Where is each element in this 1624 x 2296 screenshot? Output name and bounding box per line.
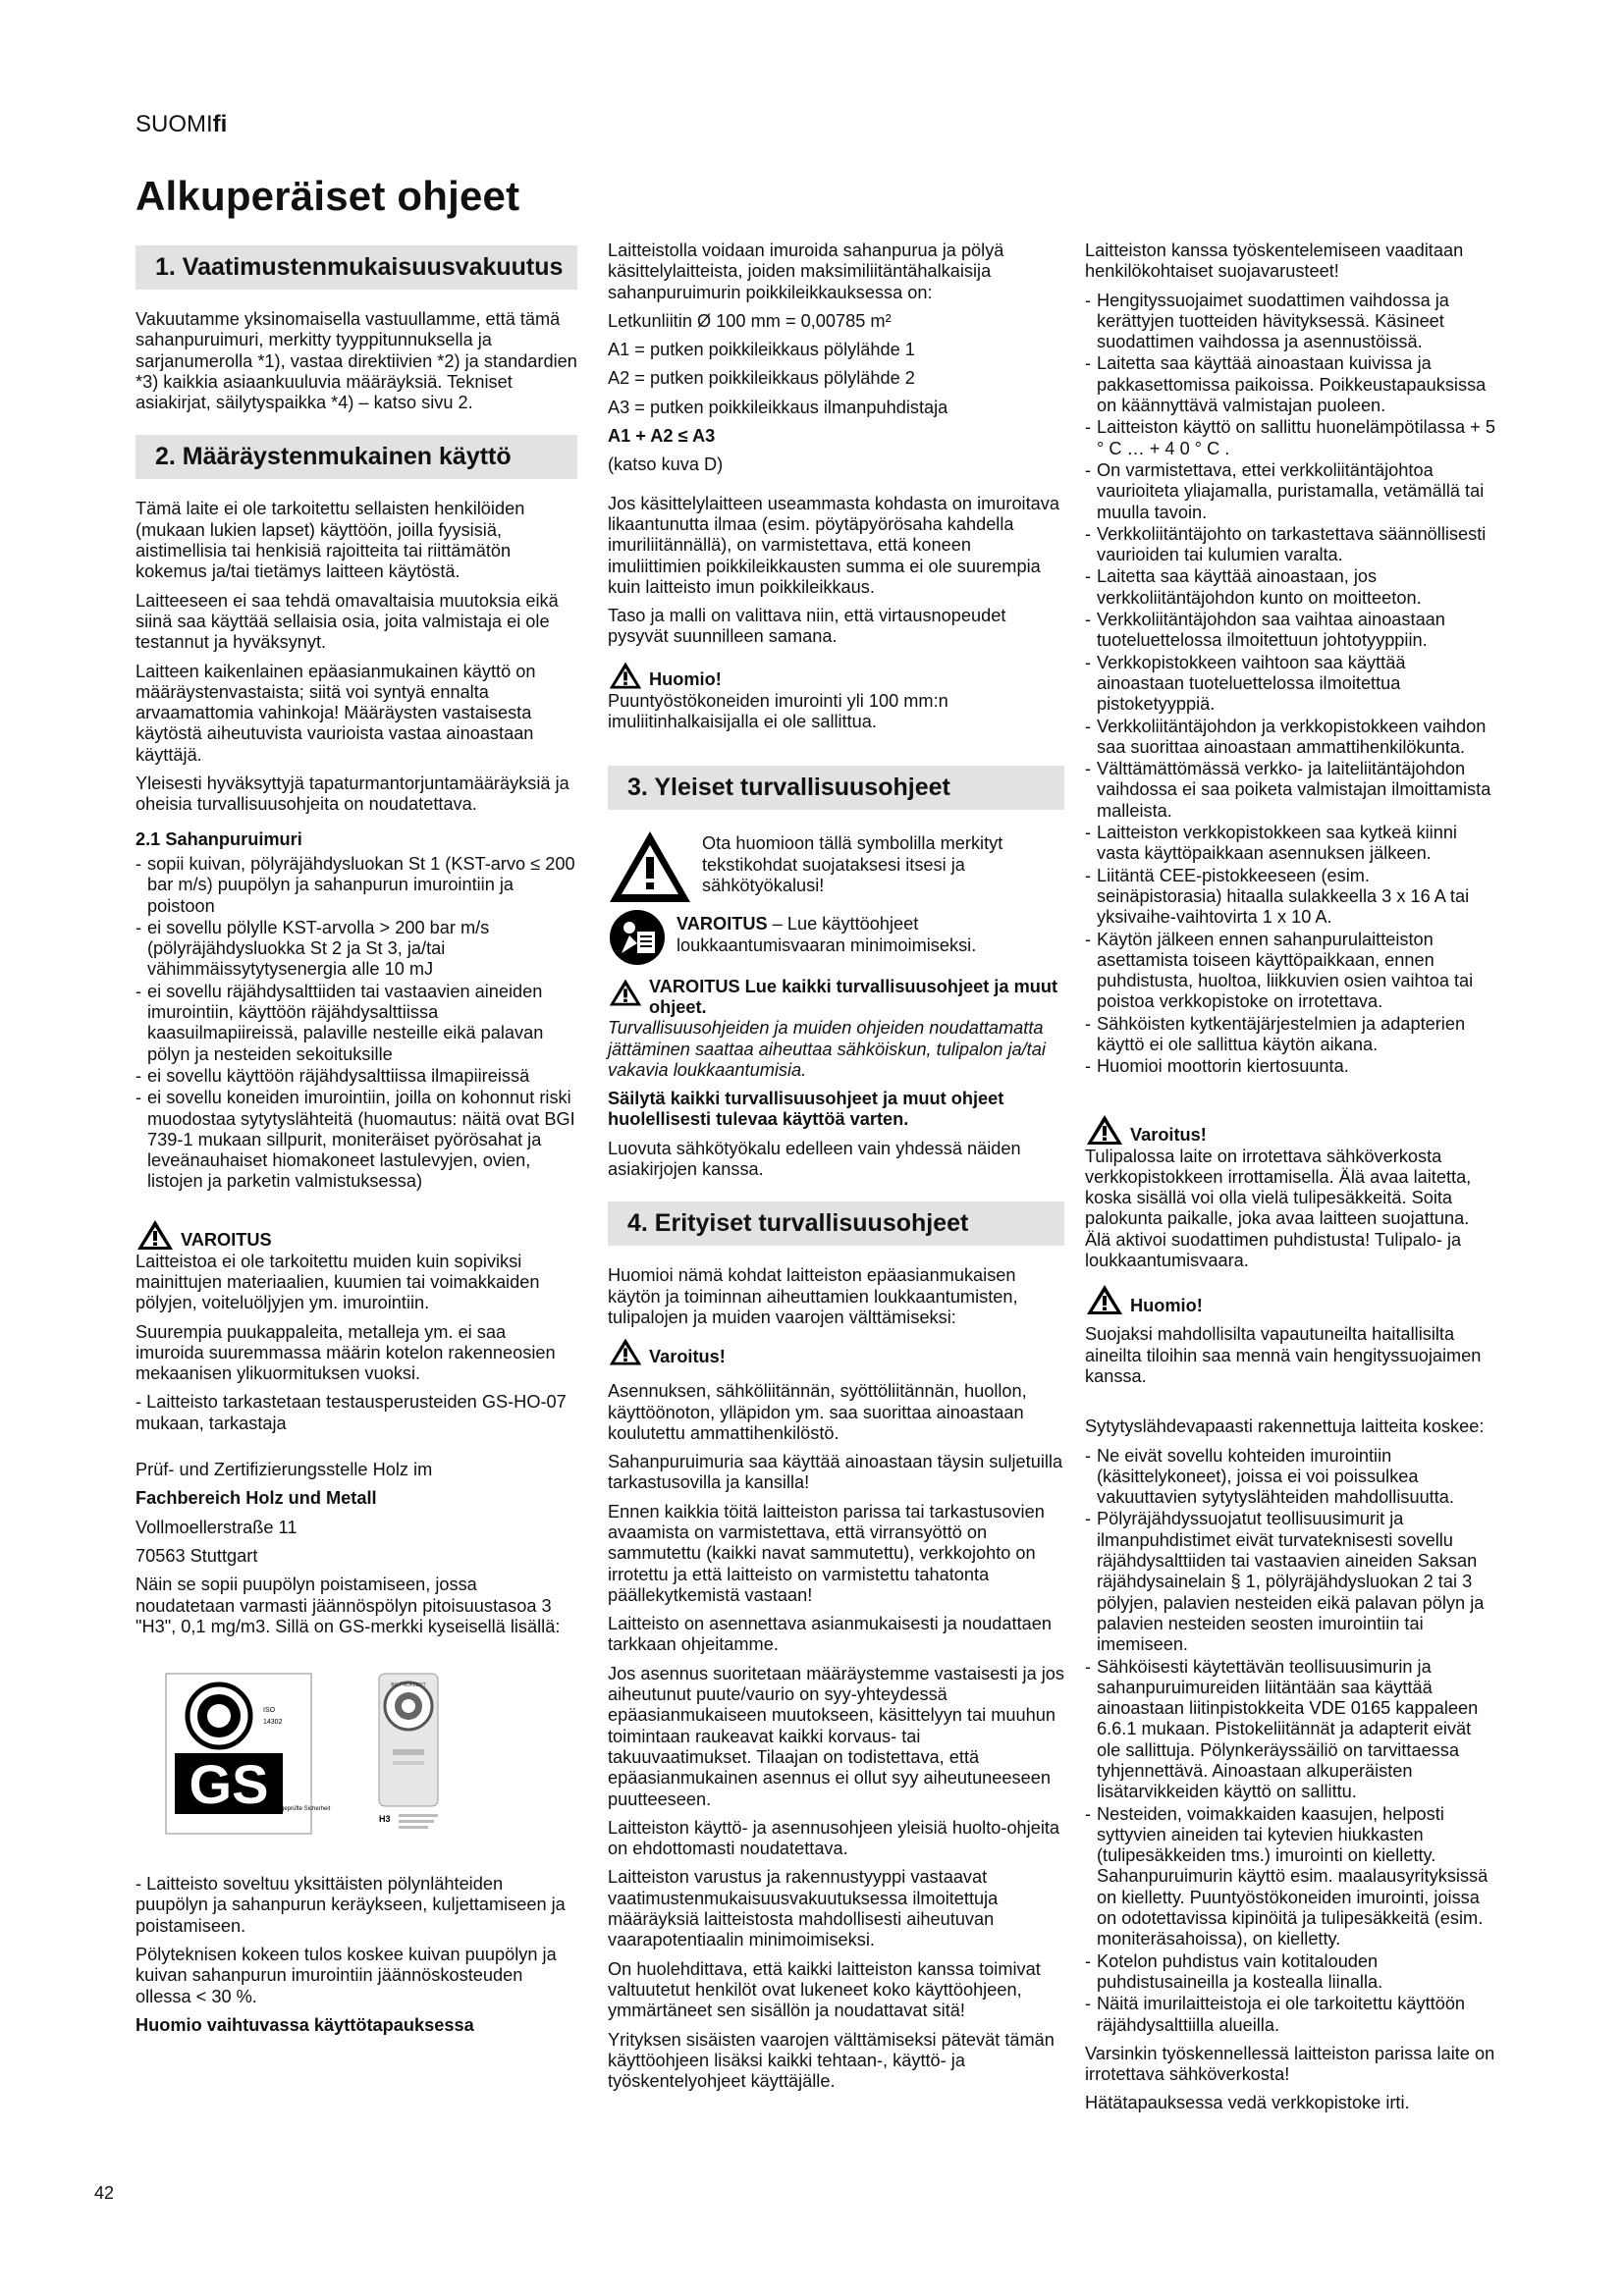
paragraph: Pölyteknisen kokeen tulos koskee kuivan puupölyn ja kuivan sahanpurun imurointiin jäännöskosteuden ollessa < 30 %. bbox=[135, 1945, 557, 2006]
paragraph: Jos käsittelylaitteen useammasta kohdasta on imuroitava likaantunutta ilmaa (esim. pöytäpyörösaha kahdella imuriliitännällä), on varmistettava, että koneen imuliittimien poikkileikkausten summa ei ole suurempia kuin laitteisto imun poikkileikkaus. bbox=[608, 493, 1059, 597]
document-title: Alkuperäiset ohjeet bbox=[135, 173, 520, 219]
certification-logos bbox=[165, 1673, 577, 1844]
svg-text:ISO: ISO bbox=[263, 1707, 276, 1715]
list-item: - Ne eivät sovellu kohteiden imurointiin (käsittelykoneet), joissa ei voi poissulkea vakuuttavien sytytyslähteiden mahdollisuutta. bbox=[1085, 1446, 1497, 1509]
italic-warning-text: Turvallisuusohjeiden ja muiden ohjeiden noudattamatta jättäminen saattaa aiheuttaa sähköiskun, tulipalon ja/tai vakavia loukkaantumisia. bbox=[608, 1018, 1046, 1080]
warning-triangle-icon bbox=[608, 660, 643, 691]
formula: A3 = putken poikkileikkaus ilmanpuhdistaja bbox=[608, 397, 948, 417]
list-item: - Sähköisesti käytettävän teollisuusimurin ja sahanpuruimureiden liitäntään saa käyttää ainoastaan liitinpistokkeita VDE 0165 kappaleen 6.6.1 mukaan. Pistokeliitännät ja adapterit eivät ole sallittuja. Pölynkeräyssäiliö on tarvittaessa tyhjennettävä. Ainoastaan alkuperäisten lisätarvikkeiden käyttö on sallittu. bbox=[1085, 1657, 1497, 1803]
paragraph: Sahanpuruimuria saa käyttää ainoastaan täysin suljetuilla tarkastusovilla ja kansilla! bbox=[608, 1452, 1063, 1493]
notice-block bbox=[608, 660, 1064, 733]
section-heading-1: 1. Vaatimustenmukaisuusvakuutus bbox=[135, 245, 577, 290]
notice-block bbox=[1085, 1283, 1497, 1387]
paragraph: Laitteistolla voidaan imuroida sahanpurua ja pölyä käsittelylaitteista, joiden maksimiliitäntähalkaisija sahanpuruimurin poikkileikkauksessa on: bbox=[608, 240, 1004, 302]
formula: Letkunliitin Ø 100 mm = 0,00785 m² bbox=[608, 310, 892, 331]
list-item: - Laitteiston käyttö on sallittu huonelämpötilassa + 5 ° C … + 4 0 ° C . bbox=[1085, 417, 1497, 459]
list-item: - ei sovellu pölylle KST-arvolla > 200 bar m/s (pölyräjähdysluokka St 2 ja St 3, ja/tai vähimmäissytytysenergia alle 10 mJ bbox=[135, 918, 577, 981]
list-item: - Laitteiston verkkopistokkeen saa kytkeä kiinni vasta käyttöpaikkaan asennuksen jälkeen. bbox=[1085, 823, 1497, 865]
paragraph: Ennen kaikkia töitä laitteiston parissa tai tarkastusovien avaamista on varmistettava, että virransyöttö on sammutettu (kaikki navat sammutettu), verkkojohto on irrotettu ja että laitteisto on varmistettu tahatonta päällekytkemistä vastaan! bbox=[608, 1501, 1045, 1605]
column-3 bbox=[1085, 240, 1497, 2122]
warning-triangle-icon bbox=[1085, 1283, 1124, 1316]
manual-warning-text: VAROITUS – Lue käyttöohjeet loukkaantumisvaaran minimoimiseksi. bbox=[677, 914, 977, 955]
formula: A2 = putken poikkileikkaus pölylähde 2 bbox=[608, 368, 915, 389]
list-item: - ei sovellu käyttöön räjähdysalttiissa ilmapiireissä bbox=[135, 1066, 577, 1087]
paragraph: Varsinkin työskennellessä laitteiston parissa laite on irrotettava sähköverkosta! bbox=[1085, 2043, 1495, 2085]
list-item: - Sähköisten kytkentäjärjestelmien ja adapterien käyttö ei ole sallittua käytön aikana. bbox=[1085, 1014, 1497, 1056]
paragraph: Huomio vaihtuvassa käyttötapauksessa bbox=[135, 2014, 474, 2035]
svg-text:H3: H3 bbox=[379, 1814, 391, 1825]
warning-title: Varoitus! bbox=[649, 1346, 726, 1366]
fire-warning-block bbox=[1085, 1113, 1497, 1272]
column-2 bbox=[608, 240, 1064, 2100]
list-item: - Liitäntä CEE-pistokkeeseen (esim. seinäpistorasia) hitaalla sulakkeella 3 x 16 A tai yksivaihe-vaihtovirta 1 x 10 A. bbox=[1085, 866, 1497, 929]
list-item: - Huomioi moottorin kiertosuunta. bbox=[1085, 1056, 1497, 1077]
paragraph: Laitteiston varustus ja rakennustyyppi vastaavat vaatimustenmukaisuusvakuutuksessa ilmoitettuja määräyksiä laitteistosta mahdollisesti aiheutuvan vaarapotentiaalin minimoimiseksi. bbox=[608, 1867, 999, 1950]
list-item: - ei sovellu koneiden imurointiin, joilla on kohonnut riski muodostaa sytytyslähteitä (huomautus: näitä ovat BGI 739-1 mukaan sillpurit, moniteräiset pyörösahat ja leveänauhaiset hiomakoneet lastulevyjen, ovien, listojen ja parketin valmistuksessa) bbox=[135, 1088, 577, 1192]
warning-block bbox=[608, 1336, 1064, 1367]
warning-triangle-icon bbox=[608, 1336, 643, 1367]
notice-title: Huomio! bbox=[1130, 1296, 1203, 1316]
warning-title: Varoitus! bbox=[1130, 1125, 1207, 1146]
paragraph: Asennuksen, sähköliitännän, syöttöliitännän, huollon, käyttöönoton, ylläpidon ym. saa suorittaa ainoastaan koulutettu ammattihenkilöstö. bbox=[608, 1381, 1027, 1443]
paragraph: Tämä laite ei ole tarkoitettu sellaisten henkilöiden (mukaan lukien lapset) käyttöön, joilla fyysisiä, aistimellisia tai henkisiä rajoitteita tai riittämätön kokemus ja/tai tietämys laitteen käytöstä. bbox=[135, 499, 525, 582]
paragraph: On huolehdittava, että kaikki laitteiston kanssa toimivat valtuutetut henkilöt ovat lukeneet koko käyttöohjeen, ymmärtäneet sen sisällön ja noudattavat sitä! bbox=[608, 1958, 1041, 2021]
list-item: - Kotelon puhdistus vain kotitalouden puhdistusaineilla ja kostealla liinalla. bbox=[1085, 1951, 1497, 1994]
warning-triangle-icon bbox=[608, 977, 643, 1008]
section-heading-2: 2. Määräystenmukainen käyttö bbox=[135, 435, 577, 479]
formula: A1 + A2 ≤ A3 bbox=[608, 426, 716, 447]
paragraph: Laitteiston käyttö- ja asennusohjeen yleisiä huolto-ohjeita on ehdottomasti noudatettava. bbox=[608, 1817, 1060, 1859]
list-item: - Laitetta saa käyttää ainoastaan, jos verkkoliitäntäjohdon kunto on moitteeton. bbox=[1085, 566, 1497, 609]
list-item: - Verkkoliitäntäjohdon saa vaihtaa ainoastaan tuoteluettelossa ilmoitettuun johtotyyppiin. bbox=[1085, 610, 1497, 652]
warning-triangle-icon bbox=[1085, 1113, 1124, 1147]
notice-text: Suojaksi mahdollisilta vapautuneilta haitallisilta aineilta tiloihin saa mennä vain hengityssuojaimen kanssa. bbox=[1085, 1324, 1482, 1386]
paragraph: (katso kuva D) bbox=[608, 454, 724, 475]
address-line: 70563 Stuttgart bbox=[135, 1545, 258, 1566]
list-item: - sopii kuivan, pölyräjähdysluokan St 1 (KST-arvo ≤ 200 bar m/s) puupölyn ja sahanpurun imurointiin ja poistoon bbox=[135, 854, 577, 917]
paragraph: Sytytyslähdevapaasti rakennettuja laitteita koskee: bbox=[1085, 1416, 1485, 1437]
column-1 bbox=[135, 236, 577, 2044]
svg-text:14302: 14302 bbox=[263, 1719, 283, 1727]
list-item: - On varmistettava, ettei verkkoliitäntäjohtoa vaurioiteta yliajamalla, puristamalla, vetämällä tai muulla tavoin. bbox=[1085, 460, 1497, 523]
warning-text: Laitteistoa ei ole tarkoitettu muiden kuin sopiviksi mainittujen materiaalien, kuumien tai voimakkaiden pölyjen, voiteluöljyjen ym. imurointiin. bbox=[135, 1251, 540, 1313]
paragraph: - Laitteisto soveltuu yksittäisten pölynlähteiden puupölyn ja sahanpurun keräykseen, kuljettamiseen ja poistamiseen. bbox=[135, 1874, 566, 1936]
symbol-text: Ota huomioon tällä symbolilla merkityt tekstikohdat suojataksesi itsesi ja sähkötyökalusi! bbox=[702, 833, 1003, 895]
list-safety-equipment bbox=[1085, 291, 1497, 1078]
list-item: - Pölyräjähdyssuojatut teollisuusimurit ja ilmanpuhdistimet eivät turvateknisesti sovellu räjähdysalttiiden tai vastaavien aineiden Saksan räjähdysainelain § 1, pölyräjähdysluokan 2 tai 3 pölyjen, palavien nesteiden eikä palavan pölyn ja palavien nesteiden seosten imurointiin tai imemiseen. bbox=[1085, 1509, 1497, 1655]
section-heading-4: 4. Erityiset turvallisuusohjeet bbox=[608, 1201, 1064, 1246]
list-sahanpuruimuri bbox=[135, 854, 577, 1193]
list-ignition-free bbox=[1085, 1446, 1497, 2036]
list-item: - ei sovellu räjähdysalttiiden tai vastaavien aineiden imurointiin, käyttöön räjähdysalttiissa kaasuilmapiireissä, palaville nesteille eikä palavan pölyn ja nesteiden sekoituksille bbox=[135, 982, 577, 1065]
language-label: SUOMIfi bbox=[135, 111, 228, 137]
paragraph: Laitteisto on asennettava asianmukaisesti ja noudattaen tarkkaan ohjeitamme. bbox=[608, 1614, 1052, 1655]
svg-text:GS: GS bbox=[189, 1753, 269, 1816]
list-item: - Hengityssuojaimet suodattimen vaihdossa ja kerättyjen tuotteiden hävityksessä. Käsineet suodattimen vaihdossa ja asennustöissä. bbox=[1085, 291, 1497, 353]
address-line: Vollmoellerstraße 11 bbox=[135, 1517, 298, 1537]
list-item: - Laitetta saa käyttää ainoastaan kuivissa ja pakkasettomissa paikoissa. Poikkeustapauksissa on käännyttävä valmistajan puoleen. bbox=[1085, 353, 1497, 416]
list-item: - Välttämättömässä verkko- ja laiteliitäntäjohdon vaihdossa ei saa poiketa valmistajan ilmoittamista malleista. bbox=[1085, 759, 1497, 822]
paragraph: Laitteen kaikenlainen epäasianmukainen käyttö on määräystenvastaista; siitä voi syntyä ennalta arvaamattomia vahinkoja! Määräysten vastaisesta käytöstä aiheutuvista vaurioista vastaa ainoastaan käyttäjä. bbox=[135, 661, 536, 765]
gs-mark-logo bbox=[165, 1673, 331, 1835]
warning-triangle-icon bbox=[135, 1218, 175, 1252]
general-warning bbox=[608, 977, 1064, 1181]
section-heading-3: 3. Yleiset turvallisuusohjeet bbox=[608, 766, 1064, 810]
paragraph: - Laitteisto tarkastetaan testausperusteiden GS-HO-07 mukaan, tarkastaja bbox=[135, 1392, 567, 1433]
address-line: Fachbereich Holz und Metall bbox=[135, 1488, 377, 1509]
notice-title: Huomio! bbox=[649, 669, 722, 690]
read-manual-icon bbox=[608, 908, 667, 972]
paragraph: Yrityksen sisäisten vaarojen välttämiseksi pätevät tämän käyttöohjeen lisäksi kaikki tehtaan-, käyttö- ja työskentelyohjeet käyttäjälle. bbox=[608, 2029, 1055, 2092]
formula: A1 = putken poikkileikkaus pölylähde 1 bbox=[608, 340, 915, 360]
paragraph: Hätätapauksessa vedä verkkopistoke irti. bbox=[1085, 2093, 1410, 2113]
bold-warning-text: Säilytä kaikki turvallisuusohjeet ja muut ohjeet huolellisesti tulevaa käyttöä varten. bbox=[608, 1089, 1004, 1130]
warning-title: VAROITUS bbox=[181, 1230, 272, 1251]
subsection-heading-2-1: 2.1 Sahanpuruimuri bbox=[135, 828, 302, 849]
paragraph: Laitteeseen ei saa tehdä omavaltaisia muutoksia eikä siinä saa käyttää sellaisia osia, joita valmistaja ei ole testannut ja hyväksynyt. bbox=[135, 590, 559, 653]
general-warning-title: VAROITUS Lue kaikki turvallisuusohjeet ja muut ohjeet. bbox=[649, 976, 1058, 1017]
svg-text:BG-PRÜFZERT: BG-PRÜFZERT bbox=[391, 1682, 426, 1689]
paragraph: Huomioi nämä kohdat laitteiston epäasianmukaisen käytön ja toiminnan aiheuttamien loukkaantumisten, tulipalojen ja muiden vaarojen välttämiseksi: bbox=[608, 1265, 1018, 1327]
warning-text: Tulipalossa laite on irrotettava sähköverkosta verkkopistokkeen irrottamisella. Älä avaa laitetta, koska sisällä voi olla vielä tulipesäkkeitä. Soita palokunta paikalle, joka avaa laitteen suojattuna. Älä aktivoi suodattimen puhdistusta! Tulipalo- ja loukkaantumisvaara. bbox=[1085, 1146, 1472, 1271]
page-number: 42 bbox=[94, 2183, 115, 2203]
list-item: - Käytön jälkeen ennen sahanpurulaitteiston asettamista toiseen käyttöpaikkaan, ennen puhdistusta, huoltoa, liikkuvien osien vaihtoa tai poistoa verkkopistoke on irrotettava. bbox=[1085, 930, 1497, 1013]
paragraph: Laitteiston kanssa työskentelemiseen vaaditaan henkilökohtaiset suojavarusteet! bbox=[1085, 240, 1464, 282]
paragraph: Suurempia puukappaleita, metalleja ym. ei saa imuroida suuremmassa määrin kotelon rakenneosien mekaanisen ylikuormituksen vuoksi. bbox=[135, 1321, 556, 1384]
notice-text: Puuntyöstökoneiden imurointi yli 100 mm:n imuliitinhalkaisijalla ei ole sallittua. bbox=[608, 690, 948, 732]
list-item: - Nesteiden, voimakkaiden kaasujen, helposti syttyvien aineiden tai kytevien hiukkasten (tulipesäkkeiden tms.) imurointi on kielletty. Sahanpuruimurin käyttö esim. maalausyrityksissä on kielletty. Puuntyöstökoneiden imurointi, joissa on odotettavissa kipinöitä ja tulipesäkkeitä (esim. moniteräsahoissa), on kielletty. bbox=[1085, 1804, 1497, 1950]
address-line: Prüf- und Zertifizierungsstelle Holz im bbox=[135, 1460, 433, 1480]
bg-pruefzert-h3-logo bbox=[371, 1673, 464, 1844]
list-item: - Näitä imurilaitteistoja ei ole tarkoitettu käyttöön räjähdysalttiilla alueilla. bbox=[1085, 1994, 1497, 2036]
large-warning-triangle-icon bbox=[608, 829, 692, 904]
paragraph: Näin se sopii puupölyn poistamiseen, jossa noudatetaan varmasti jäännöspölyn pitoisuustasoa 3 "H3", 0,1 mg/m3. Sillä on GS-merkki kyseisellä lisällä: bbox=[135, 1575, 561, 1636]
paragraph: Luovuta sähkötyökalu edelleen vain yhdessä näiden asiakirjojen kanssa. bbox=[608, 1138, 1021, 1180]
paragraph: Yleisesti hyväksyttyjä tapaturmantorjuntamääräyksiä ja oheisia turvallisuusohjeita on noudatettava. bbox=[135, 774, 569, 815]
svg-text:geprüfte Sicherheit: geprüfte Sicherheit bbox=[281, 1806, 331, 1813]
paragraph: Taso ja malli on valittava niin, että virtausnopeudet pysyvät suunnilleen samana. bbox=[608, 606, 1006, 647]
list-item: - Verkkopistokkeen vaihtoon saa käyttää ainoastaan tuoteluettelossa ilmoitettua pistoketyyppiä. bbox=[1085, 653, 1497, 716]
warning-block bbox=[135, 1218, 577, 1314]
manual-warning bbox=[608, 908, 1064, 972]
paragraph: Jos asennus suoritetaan määräystemme vastaisesti ja jos aiheutunut puute/vaurio on syy-yhteydessä epäasianmukaiseen muutokseen, käsittelyyn tai muuhun toimintaan raukeavat kaikki korvaus- tai takuuvaatimukset. Tilaajan on todistettava, että epäasianmukainen asennus ei ollut syy aiheutuneeseen puutteeseen. bbox=[608, 1663, 1065, 1809]
list-item: - Verkkoliitäntäjohdon ja verkkopistokkeen vaihdon saa suorittaa ainoastaan ammattihenkilökunta. bbox=[1085, 717, 1497, 759]
paragraph: Vakuutamme yksinomaisella vastuullamme, että tämä sahanpuruimuri, merkitty tyyppitunnuksella ja sarjanumerolla *1), vastaa direktiivien *2) ja standardien *3) kaikkia asiaankuuluvia määräyksiä. Tekniset asiakirjat, säilytyspaikka *4) – katso sivu 2. bbox=[135, 309, 577, 413]
symbol-explanation bbox=[608, 829, 1064, 904]
list-item: - Verkkoliitäntäjohto on tarkastettava säännöllisesti vaurioiden tai kulumien varalta. bbox=[1085, 524, 1497, 566]
